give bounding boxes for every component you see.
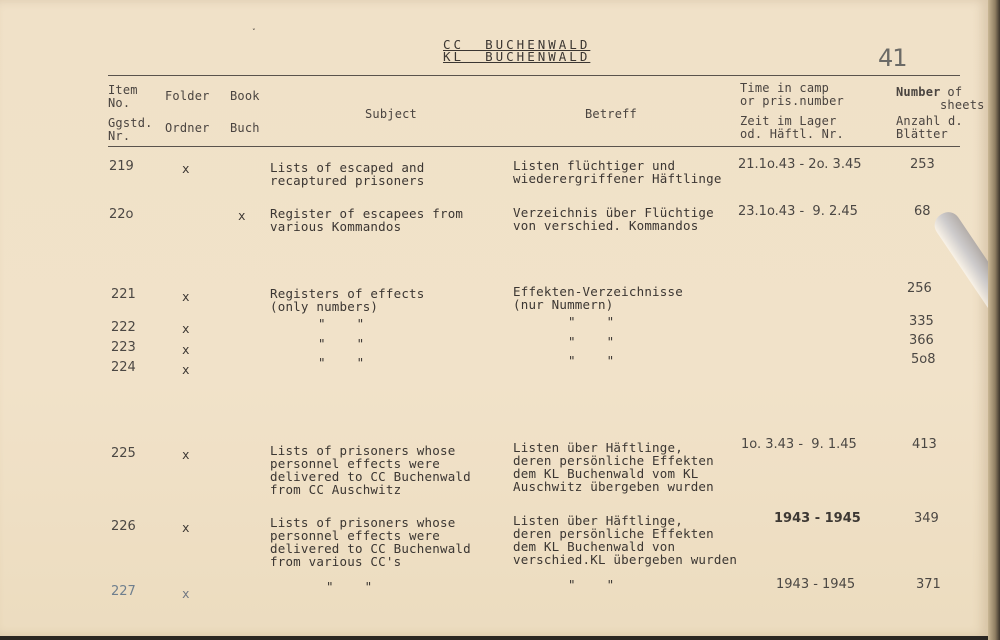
col-subject: Subject <box>365 107 417 121</box>
title-english: CC BUCHENWALD <box>443 37 591 52</box>
header-top-rule <box>108 75 960 76</box>
subject-ditto: " " <box>326 579 373 594</box>
book-mark: x <box>238 208 246 223</box>
time-in-camp: 1943 - 1945 <box>774 511 861 526</box>
header-bottom-rule <box>108 146 960 147</box>
sheet-count: 253 <box>910 157 935 172</box>
sheet-count: 335 <box>909 314 934 329</box>
betreff-text: Effekten-Verzeichnisse (nur Nummern) <box>513 284 683 312</box>
time-in-camp: 21.1o.43 - 2o. 3.45 <box>738 157 862 172</box>
betreff-ditto: " " <box>568 353 615 368</box>
sheet-count: 5o8 <box>911 352 936 367</box>
col-item-de: Ggstd. Nr. <box>108 116 153 143</box>
time-in-camp: 23.1o.43 - 9. 2.45 <box>738 204 858 219</box>
col-time-de: Zeit im Lager od. Häftl. Nr. <box>740 114 844 141</box>
subject-ditto: " " <box>318 355 365 370</box>
item-number: 224 <box>111 360 136 375</box>
item-number: 221 <box>111 287 136 302</box>
col-book-en: Book <box>230 89 260 103</box>
sheet-count: 371 <box>916 577 941 592</box>
folder-mark: x <box>182 520 190 535</box>
sheet-count: 256 <box>907 281 932 296</box>
betreff-ditto: " " <box>568 314 615 329</box>
col-folder-de: Ordner <box>165 121 210 135</box>
subject-ditto: " " <box>318 316 365 331</box>
betreff-text: Listen flüchtiger und wiederergriffener Häftlinge <box>513 158 722 186</box>
sheet-count: 366 <box>909 333 934 348</box>
subject-text: Lists of prisoners whose personnel effects were delivered to CC Buchenwald from various CC's <box>270 515 471 569</box>
folder-mark: x <box>182 321 190 336</box>
subject-text: Register of escapees from various Kommandos <box>270 206 464 234</box>
sheet-count: 68 <box>914 204 931 219</box>
betreff-ditto: " " <box>568 577 615 592</box>
betreff-text: Listen über Häftlinge, deren persönliche Effekten dem KL Buchenwald von verschied.KL übergeben wurden <box>513 513 738 567</box>
item-number: 222 <box>111 320 136 335</box>
betreff-ditto: " " <box>568 334 615 349</box>
subject-text: Lists of escaped and recaptured prisoners <box>270 160 425 188</box>
item-number: 219 <box>109 159 134 174</box>
folder-mark: x <box>182 362 190 377</box>
folder-mark: x <box>182 161 190 176</box>
folder-mark: x <box>182 447 190 462</box>
title-german: KL BUCHENWALD <box>443 49 591 64</box>
item-number: 226 <box>111 519 136 534</box>
col-betreff: Betreff <box>585 107 637 121</box>
subject-ditto: " " <box>318 336 365 351</box>
subject-text: Lists of prisoners whose personnel effects were delivered to CC Buchenwald from CC Auschwitz <box>270 443 471 497</box>
sheet-count: 349 <box>914 511 939 526</box>
sheet-count: 413 <box>912 437 937 452</box>
folder-mark: x <box>182 586 190 601</box>
folder-mark: x <box>182 289 190 304</box>
item-number: 223 <box>111 340 136 355</box>
ink-mark: ˯ <box>252 18 259 31</box>
item-number: 225 <box>111 446 136 461</box>
time-in-camp: 1943 - 1945 <box>776 577 856 592</box>
col-time-en: Time in camp or pris.number <box>740 81 844 108</box>
item-number: 227 <box>111 584 136 599</box>
page-number: 41 <box>878 44 907 72</box>
col-sheets-de: Anzahl d. Blätter <box>896 114 963 141</box>
subject-text: Registers of effects (only numbers) <box>270 286 425 314</box>
time-in-camp: 1o. 3.43 - 9. 1.45 <box>741 437 857 452</box>
page-edge-shadow <box>988 0 1000 640</box>
col-folder-en: Folder <box>165 89 210 103</box>
col-item-en: Item No. <box>108 83 138 110</box>
betreff-text: Listen über Häftlinge, deren persönliche Effekten dem KL Buchenwald vom KL Auschwitz übergeben wurden <box>513 440 714 494</box>
betreff-text: Verzeichnis über Flüchtige von verschied. Kommandos <box>513 205 714 233</box>
pen-tip <box>930 207 990 387</box>
folder-mark: x <box>182 342 190 357</box>
col-sheets-en-rest: of sheets <box>940 85 985 112</box>
item-number: 22o <box>109 207 134 222</box>
col-sheets-en-bold: Number <box>896 85 941 99</box>
col-book-de: Buch <box>230 121 260 135</box>
